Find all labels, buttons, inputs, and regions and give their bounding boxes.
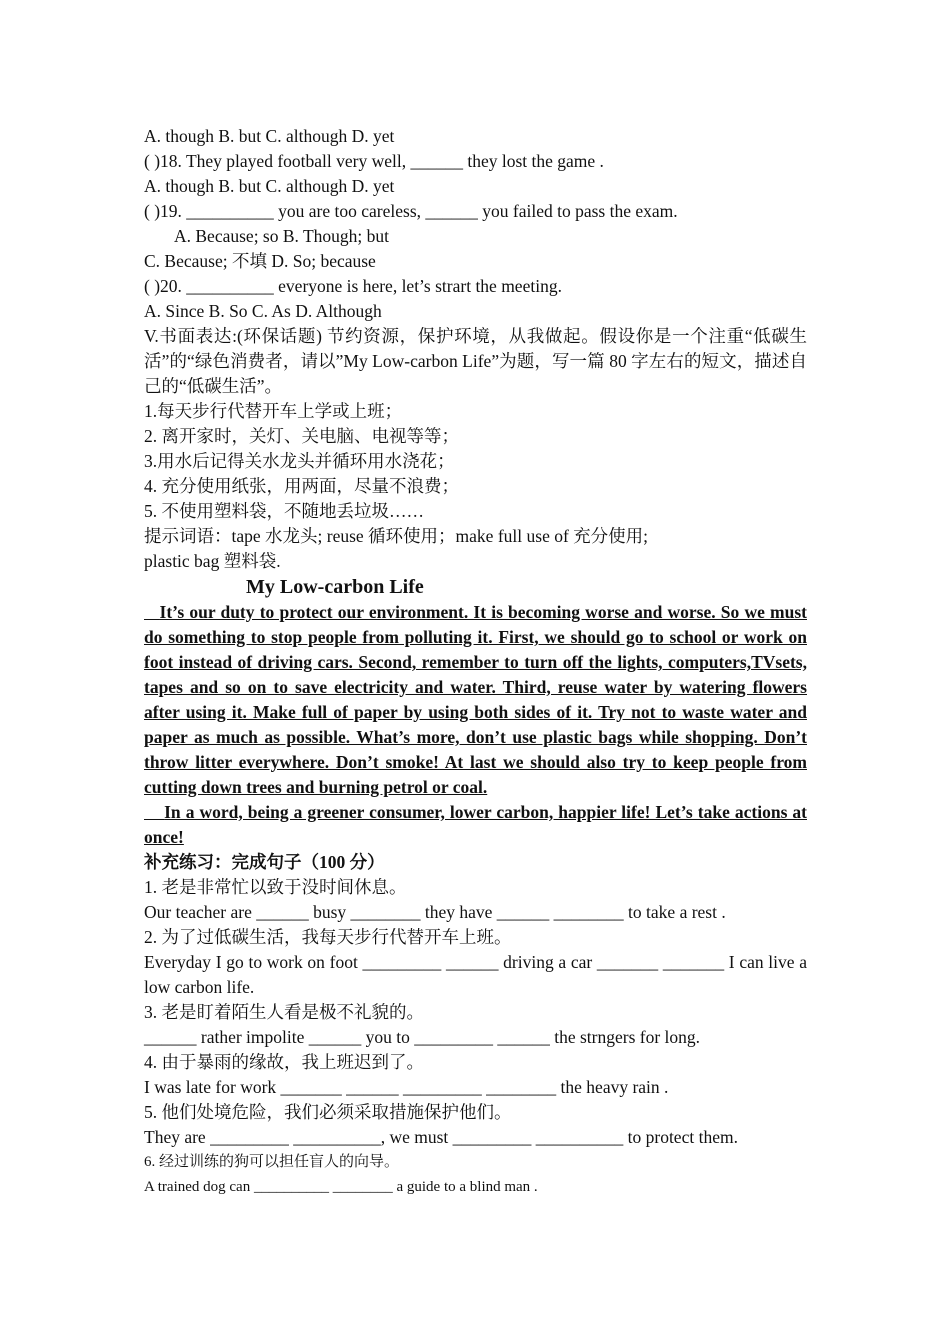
- writing-point-1: 1.每天步行代替开车上学或上班；: [144, 401, 403, 421]
- q19-options-ab: A. Because; so B. Though; but: [174, 226, 390, 246]
- sentence-5-english: They are _________ __________, we must _________ __________ to protect them.: [144, 1127, 738, 1147]
- sentence-3-english: ______ rather impolite ______ you to _________ ______ the strngers for long.: [144, 1027, 701, 1047]
- sentence-3-chinese: 3. 老是盯着陌生人看是极不礼貌的。: [144, 1002, 424, 1022]
- sentence-4-english: I was late for work _______ ______ _________ ________ the heavy rain .: [144, 1077, 669, 1097]
- essay-paragraph-2-text: In a word, being a greener consumer, lower carbon, happier life! Let’s take actions at once!: [144, 802, 807, 847]
- sentence-6-english: A trained dog can __________ ________ a guide to a blind man .: [144, 1179, 538, 1195]
- writing-point-5: 5. 不使用塑料袋，不随地丢垃圾……: [144, 501, 424, 521]
- writing-hint-1: 提示词语：tape 水龙头; reuse 循环使用；make full use of 充分使用;: [144, 526, 649, 546]
- q18-question: ( )18. They played football very well, ______ they lost the game .: [144, 151, 604, 171]
- writing-prompt: V.书面表达:(环保话题) 节约资源，保护环境，从我做起。假设你是一个注重“低碳生活”的“绿色消费者，请以”My Low-carbon Life”为题，写一篇 80 字左右的短文，描述自己的“低碳生活”。: [144, 326, 807, 396]
- essay-paragraph-2: [144, 800, 807, 850]
- essay-paragraph-1-text: It’s our duty to protect our environment. It is becoming worse and worse. So we must do something to stop people from polluting it. First, we should go to school or work on foot instead of driving cars. Second, remember to turn off the lights, computers,TVsets, tapes and so on to save electricity and water. Third, reuse water by watering flowers after using it. Make full of paper by using both sides of it. Try not to waste water and paper as much as possible. What’s more, don’t use plastic bags while shopping. Don’t throw litter everywhere. Don’t smoke! At last we should also try to keep people from cutting down trees and burning petrol or coal.: [144, 602, 807, 797]
- q17-options: A. though B. but C. although D. yet: [144, 126, 395, 146]
- q20-options: A. Since B. So C. As D. Although: [144, 301, 382, 321]
- writing-hint-2: plastic bag 塑料袋.: [144, 551, 281, 571]
- essay-title: My Low-carbon Life: [246, 576, 424, 598]
- essay-body: [144, 600, 807, 850]
- q19-question: ( )19. __________ you are too careless, ______ you failed to pass the exam.: [144, 201, 678, 221]
- document-page: [144, 124, 807, 1200]
- q18-options: A. though B. but C. although D. yet: [144, 176, 395, 196]
- sentence-6-chinese: 6. 经过训练的狗可以担任盲人的向导。: [144, 1154, 400, 1170]
- writing-point-3: 3.用水后记得关水龙头并循环用水浇花；: [144, 451, 455, 471]
- sentence-5-chinese: 5. 他们处境危险，我们必须采取措施保护他们。: [144, 1102, 512, 1122]
- writing-point-2: 2. 离开家时，关灯、关电脑、电视等等；: [144, 426, 459, 446]
- sentence-2-chinese: 2. 为了过低碳生活，我每天步行代替开车上班。: [144, 927, 512, 947]
- sentence-2-english: Everyday I go to work on foot _________ ______ driving a car _______ _______ I can live a low carbon life.: [144, 952, 807, 997]
- writing-point-4: 4. 充分使用纸张，用两面，尽量不浪费；: [144, 476, 459, 496]
- essay-paragraph-1: [144, 600, 807, 800]
- supplement-heading: 补充练习：完成句子（100 分）: [144, 852, 385, 872]
- q20-question: ( )20. __________ everyone is here, let’s strart the meeting.: [144, 276, 562, 296]
- q19-options-cd: C. Because; 不填 D. So; because: [144, 251, 376, 271]
- sentence-1-chinese: 1. 老是非常忙以致于没时间休息。: [144, 877, 407, 897]
- sentence-4-chinese: 4. 由于暴雨的缘故，我上班迟到了。: [144, 1052, 424, 1072]
- sentence-1-english: Our teacher are ______ busy ________ they have ______ ________ to take a rest .: [144, 902, 726, 922]
